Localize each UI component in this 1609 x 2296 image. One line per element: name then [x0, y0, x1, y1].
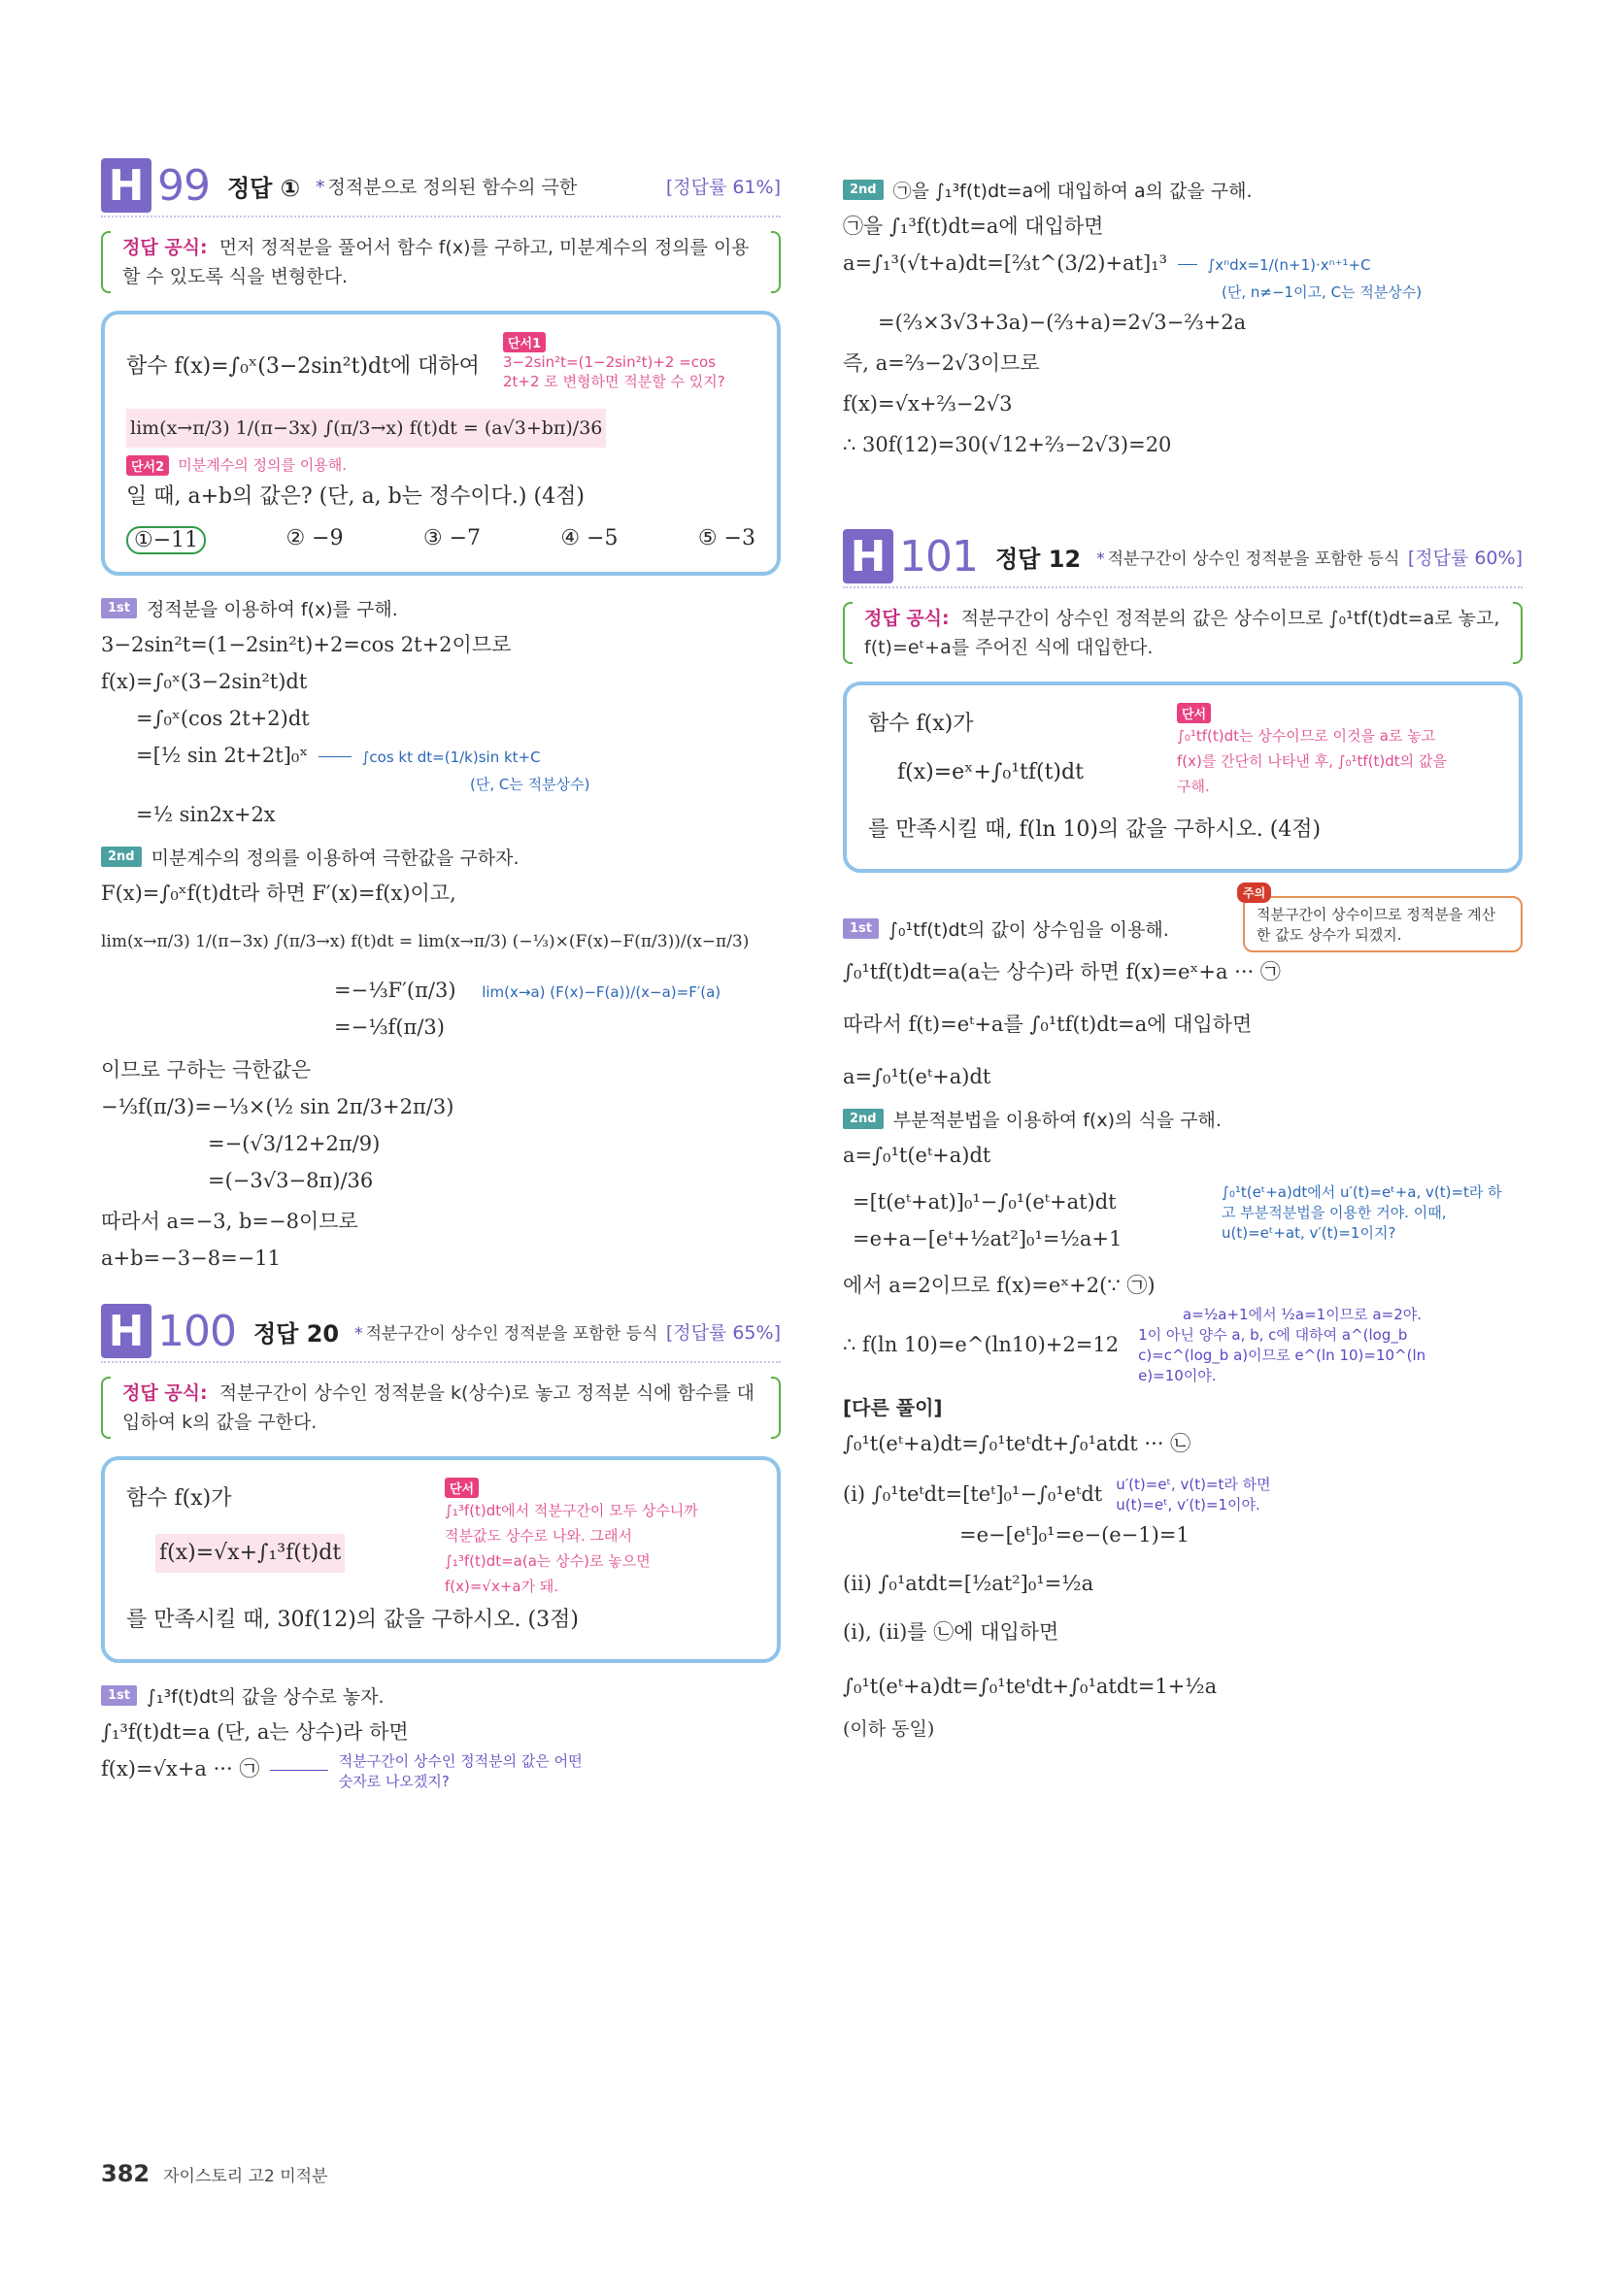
solution-line: (이하 동일) — [843, 1718, 935, 1740]
clue-tag: 단서 — [445, 1478, 479, 1498]
caution-tag: 주의 — [1237, 882, 1271, 903]
solution-line: ∫₀¹tf(t)dt=a(a는 상수)라 하면 f(x)=eˣ+a ··· ㉠ — [843, 960, 1281, 983]
solution-line: 즉, a=⅔−2√3이므로 — [843, 351, 1040, 375]
solution-line: f(x)=√x+⅔−2√3 — [843, 392, 1013, 416]
solution-line: ㉠을 ∫₁³f(t)dt=a에 대입하면 — [843, 215, 1104, 238]
clue-2 — [126, 455, 755, 476]
solution-line — [101, 973, 781, 1008]
problem-equation: f(x)=eˣ+∫₀¹tf(t)dt — [897, 760, 1084, 784]
step-title: ㉠을 ∫₁³f(t)dt=a에 대입하여 a의 값을 구해. — [892, 181, 1253, 202]
solution-line: ∴ f(ln 10)=e^(ln10)+2=12 — [843, 1333, 1120, 1356]
solution-line: 따라서 a=−3, b=−8이므로 — [101, 1210, 358, 1233]
step-1 — [843, 915, 1169, 942]
formula-text: 적분구간이 상수인 정적분의 값은 상수이므로 ∫₀¹tf(t)dt=a로 놓고, f(t)=eᵗ+a를 주어진 식에 대입한다. — [864, 608, 1500, 658]
problem-number: 100 — [157, 1306, 236, 1356]
clue-tag: 단서1 — [503, 332, 546, 352]
problem-statement: 함수 f(x)가 — [126, 1486, 232, 1511]
formula-label: 정답 공식: — [122, 1382, 208, 1404]
problem-box — [101, 1456, 781, 1663]
problem-question: 를 만족시킬 때, f(ln 10)의 값을 구하시오. (4점) — [868, 817, 1322, 842]
side-note: 적분구간이 상수인 정적분의 값은 어떤 숫자로 나오겠지? — [338, 1752, 583, 1790]
step-2 — [843, 177, 1523, 203]
problem-number: 101 — [899, 531, 978, 582]
formula-label: 정답 공식: — [122, 237, 208, 258]
answer-choices — [126, 526, 755, 554]
clue — [1177, 703, 1497, 799]
solution-line: =½ sin2x+2x — [136, 803, 276, 826]
caution-note — [1243, 886, 1523, 952]
side-note: ∫cos kt dt=(1/k)sin kt+C — [361, 749, 541, 766]
solution-line: f(x)=∫₀ˣ(3−2sin²t)dt — [101, 670, 308, 693]
solution-line: =(⅔×3√3+3a)−(⅔+a)=2√3−⅔+2a — [878, 311, 1247, 334]
problem-question: 를 만족시킬 때, 30f(12)의 값을 구하시오. (3점) — [126, 1608, 579, 1632]
accuracy-rate: [정답률 60%] — [1407, 547, 1523, 569]
side-note: u′(t)=eᵗ, v(t)=t라 하면 — [1116, 1476, 1271, 1493]
topic-label: * 정적분으로 정의된 함수의 극한 — [316, 173, 577, 199]
solution-line: =e+a−[eᵗ+½at²]₀¹=½a+1 — [853, 1227, 1123, 1250]
step-1 — [101, 595, 781, 621]
answer-formula-note — [101, 1373, 781, 1443]
solution-line: F(x)=∫₀ˣf(t)dt라 하면 F′(x)=f(x)이고, — [101, 882, 456, 905]
step-tag: 1st — [101, 1685, 137, 1706]
step-title: ∫₀¹tf(t)dt의 값이 상수임을 이용해. — [888, 919, 1169, 941]
accuracy-rate: [정답률 61%] — [665, 176, 781, 198]
problem-box — [843, 682, 1523, 873]
problem-99-header — [101, 155, 781, 217]
page-footer — [101, 2160, 328, 2187]
h-badge: H — [843, 529, 893, 583]
choice-3[interactable]: ③ −7 — [422, 526, 482, 550]
problem-equation: f(x)=√x+∫₁³f(t)dt — [155, 1534, 345, 1573]
solution-line: =[t(eᵗ+at)]₀¹−∫₀¹(eᵗ+at)dt — [853, 1190, 1117, 1214]
clue-tag: 단서2 — [126, 455, 169, 476]
step-2 — [843, 1106, 1523, 1132]
arrow-icon — [270, 1770, 328, 1771]
caution-text: 적분구간이 상수이므로 정적분을 계산한 값도 상수가 되겠지. — [1257, 906, 1496, 944]
problem-101-header — [843, 526, 1523, 588]
side-note: 1이 아닌 양수 a, b, c에 대하여 a^(log_b c)=c^(log_b a)이므로 e^(ln 10)=10^(ln e)=10이야. — [1138, 1326, 1426, 1384]
problem-question: 일 때, a+b의 값은? (단, a, b는 정수이다.) (4점) — [126, 484, 585, 509]
clue-text: ∫₁³f(t)dt에서 적분구간이 모두 상수니까 적분값도 상수로 나와. 그래서 ∫₁³f(t)dt=a(a는 상수)로 놓으면 f(x)=√x+a가 돼. — [445, 1502, 698, 1595]
topic-label: * 적분구간이 상수인 정적분을 포함한 등식 — [1096, 545, 1399, 569]
solution-text: a=∫₁³(√t+a)dt=[⅔t^(3/2)+at]₁³ — [843, 251, 1168, 275]
solution-line — [101, 1751, 781, 1792]
answer-label: 정답 20 — [252, 1319, 340, 1348]
clue-text: 3−2sin²t=(1−2sin²t)+2 =cos 2t+2 로 변형하면 적분할 수 있지? — [503, 353, 725, 390]
answer-formula-note — [101, 227, 781, 297]
solution-line: 3−2sin²t=(1−2sin²t)+2=cos 2t+2이므로 — [101, 633, 512, 656]
clue-1 — [503, 332, 755, 391]
page-number: 382 — [101, 2160, 151, 2187]
solution-line: a=∫₀¹t(eᵗ+a)dt — [843, 1065, 991, 1088]
solution-line: (ⅰ) ∫₀¹teᵗdt=[teᵗ]₀¹−∫₀¹eᵗdt — [843, 1482, 1103, 1506]
book-title: 자이스토리 고2 미적분 — [163, 2167, 328, 2186]
side-note: u(t)=eᵗ, v′(t)=1이야. — [1116, 1496, 1260, 1514]
solution-line: =(−3√3−8π)/36 — [208, 1169, 374, 1192]
answer-label: 정답 12 — [994, 545, 1082, 573]
step-tag: 1st — [101, 598, 137, 618]
problem-number: 99 — [157, 160, 210, 211]
choice-1[interactable]: ①−11 — [126, 526, 206, 554]
solution-line: ∴ 30f(12)=30(√12+⅔−2√3)=20 — [843, 433, 1172, 456]
solution-line: =e−[eᵗ]₀¹=e−(e−1)=1 — [959, 1523, 1190, 1547]
solution-text: =[½ sin 2t+2t]₀ˣ — [136, 744, 309, 767]
side-note: ∫xⁿdx=1/(n+1)·xⁿ⁺¹+C — [1207, 256, 1371, 274]
other-solution — [843, 1392, 1523, 1420]
solution-line: 에서 a=2이므로 f(x)=eˣ+2(∵ ㉠) — [843, 1274, 1156, 1297]
formula-text: 먼저 정적분을 풀어서 함수 f(x)를 구하고, 미분계수의 정의를 이용할 수 있도록 식을 변형한다. — [122, 237, 750, 287]
side-note: (단, n≠−1이고, C는 적분상수) — [1222, 283, 1423, 301]
clue-text: 미분계수의 정의를 이용해. — [178, 456, 347, 474]
right-column — [843, 165, 1523, 1748]
solution-line: 이므로 구하는 극한값은 — [101, 1058, 312, 1081]
choice-2[interactable]: ② −9 — [285, 526, 344, 550]
step-title: 부분적분법을 이용하여 f(x)의 식을 구해. — [892, 1110, 1222, 1131]
solution-line: a+b=−3−8=−11 — [101, 1247, 281, 1270]
solution-line: =−⅓f(π/3) — [334, 1015, 445, 1039]
clue-tag: 단서 — [1177, 703, 1211, 723]
step-tag: 2nd — [843, 1109, 884, 1129]
solution-line: ∫₀¹t(eᵗ+a)dt=∫₀¹teᵗdt+∫₀¹atdt=1+½a — [843, 1675, 1218, 1698]
clue — [445, 1478, 755, 1599]
solution-line: (ⅱ) ∫₀¹atdt=[½at²]₀¹=½a — [843, 1572, 1094, 1595]
answer-label: 정답 ① — [227, 174, 301, 202]
problem-statement: 함수 f(x)=∫₀ˣ(3−2sin²t)dt에 대하여 — [126, 354, 480, 379]
step-tag: 1st — [843, 918, 879, 939]
topic-label: * 적분구간이 상수인 정적분을 포함한 등식 — [354, 1319, 657, 1344]
solution-line: =∫₀ˣ(cos 2t+2)dt — [136, 707, 310, 730]
side-note: lim(x→a) (F(x)−F(a))/(x−a)=F′(a) — [482, 983, 721, 1001]
formula-label: 정답 공식: — [864, 608, 950, 629]
solution-text: f(x)=√x+a ··· ㉠ — [101, 1757, 260, 1780]
accuracy-rate: [정답률 65%] — [665, 1321, 781, 1344]
solution-line: −⅓f(π/3)=−⅓×(½ sin 2π/3+2π/3) — [101, 1095, 454, 1118]
limit-expression: lim(x→π/3) 1/(π−3x) ∫(π/3→x) f(t)dt = (a√3+bπ)/36 — [126, 409, 606, 448]
choice-4[interactable]: ④ −5 — [560, 526, 619, 550]
step-1 — [101, 1682, 781, 1709]
solution-line: lim(x→π/3) 1/(π−3x) ∫(π/3→x) f(t)dt = lim(x→π/3) (−⅓)×(F(x)−F(π/3))/(x−π/3) — [101, 932, 750, 951]
formula-text: 적분구간이 상수인 정적분을 k(상수)로 놓고 정적분 식에 함수를 대입하여 k의 값을 구한다. — [122, 1382, 755, 1433]
solution-line: ∫₁³f(t)dt=a (단, a는 상수)라 하면 — [101, 1720, 409, 1744]
arrow-icon — [1178, 264, 1197, 265]
step-title: 미분계수의 정의를 이용하여 극한값을 구하자. — [151, 848, 520, 869]
solution-line: (ⅰ), (ⅱ)를 ㉡에 대입하면 — [843, 1620, 1059, 1644]
solution-line — [843, 246, 1523, 281]
solution-text: =−⅓F′(π/3) — [334, 979, 456, 1002]
solution-line — [101, 738, 781, 773]
side-note: a=½a+1에서 ½a=1이므로 a=2야. — [1183, 1306, 1422, 1323]
step-title: 정적분을 이용하여 f(x)를 구해. — [147, 599, 398, 620]
solution-line: a=∫₀¹t(eᵗ+a)dt — [843, 1144, 991, 1167]
problem-100-header — [101, 1301, 781, 1363]
arrow-icon — [318, 756, 352, 757]
problem-statement: 함수 f(x)가 — [868, 712, 974, 736]
side-note: (단, C는 적분상수) — [470, 776, 590, 793]
step-title: ∫₁³f(t)dt의 값을 상수로 놓자. — [147, 1686, 385, 1708]
left-column — [101, 155, 781, 1794]
choice-5[interactable]: ⑤ −3 — [697, 526, 755, 550]
step-tag: 2nd — [101, 847, 142, 867]
h-badge: H — [101, 158, 151, 213]
side-note: ∫₀¹t(eᵗ+a)dt에서 u′(t)=eᵗ+a, v(t)=t라 하고 부분적분법을 이용한 거야. 이때, u(t)=eᵗ+at, v′(t)=1이지? — [1222, 1183, 1502, 1242]
other-solution-label: [다른 풀이] — [843, 1396, 943, 1419]
clue-text: ∫₀¹tf(t)dt는 상수이므로 이것을 a로 놓고 f(x)를 간단히 나타낸 후, ∫₀¹tf(t)dt의 값을 구해. — [1177, 727, 1447, 795]
solution-line: ∫₀¹t(eᵗ+a)dt=∫₀¹teᵗdt+∫₀¹atdt ··· ㉡ — [843, 1432, 1191, 1455]
solution-line: =−(√3/12+2π/9) — [208, 1132, 381, 1155]
answer-formula-note — [843, 598, 1523, 668]
step-tag: 2nd — [843, 180, 884, 200]
solution-line: 따라서 f(t)=eᵗ+a를 ∫₀¹tf(t)dt=a에 대입하면 — [843, 1013, 1253, 1036]
problem-box — [101, 311, 781, 576]
step-2 — [101, 844, 781, 870]
h-badge: H — [101, 1304, 151, 1358]
